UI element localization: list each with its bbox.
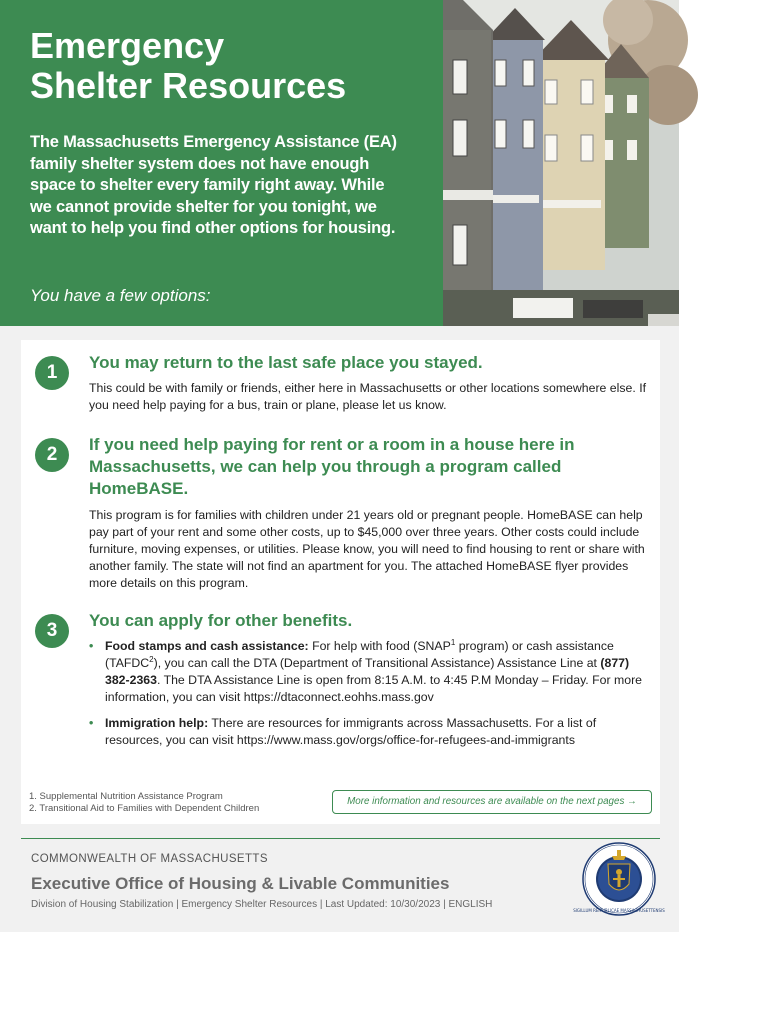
- page-title-line-1: Emergency: [30, 25, 225, 66]
- benefits-list: [89, 638, 649, 758]
- food-text-a: For help with food (SNAP: [308, 639, 451, 653]
- footnote-1: 1. Supplemental Nutrition Assistance Program: [29, 791, 223, 802]
- immigration-label: Immigration help:: [105, 716, 209, 730]
- options-lead: You have a few options:: [30, 286, 211, 305]
- footnote-2: 2. Transitional Aid to Families with Dependent Children: [29, 803, 260, 814]
- houses-photo: [443, 0, 679, 326]
- more-info-callout: More information and resources are available on the next pages →: [332, 790, 652, 814]
- footnotes: [29, 791, 259, 815]
- step-2-title: If you need help paying for rent or a room in a house here in Massachusetts, we can help you through a program called HomeBASE.: [89, 435, 575, 498]
- hero-banner: [0, 0, 679, 326]
- step-1-text: This could be with family or friends, either here in Massachusetts or other locations somewhere else. If you need help paying for a bus, train or plane, please let us know.: [89, 381, 647, 412]
- step-3-number: 3: [35, 614, 69, 648]
- step-3-title: You can apply for other benefits.: [89, 611, 353, 630]
- step-2-number: 2: [35, 438, 69, 472]
- seal-ring-text: SIGILLUM REIPUBLICAE MASSACHUSETTENSIS: [573, 908, 665, 913]
- commonwealth-label: COMMONWEALTH OF MASSACHUSETTS: [31, 853, 268, 865]
- dta-phone-number: (877) 382-2363: [105, 656, 630, 687]
- document-info-line: Division of Housing Stabilization | Emergency Shelter Resources | Last Updated: 10/30/2023 | ENGLISH: [31, 899, 493, 910]
- step-1-title: You may return to the last safe place you stayed.: [89, 353, 483, 372]
- food-stamps-label: Food stamps and cash assistance:: [105, 639, 309, 653]
- intro-paragraph: The Massachusetts Emergency Assistance (EA) family shelter system does not have enough space to shelter every family right away. While we cannot provide shelter for you tonight, we want to help you find other options for housing.: [30, 133, 397, 238]
- benefit-immigration: [89, 715, 649, 749]
- footnote-ref-2: 2: [149, 654, 154, 664]
- food-text-d: . The DTA Assistance Line is open from 8:15 A.M. to 4:45 P.M Monday – Friday. For more information, you can visit https://dtaconnect.eohhs.mass.gov: [105, 673, 643, 704]
- page-title-line-2: Shelter Resources: [30, 65, 347, 106]
- step-2-text: This program is for families with children under 21 years old or pregnant people. HomeBASE can help pay part of your rent and some other costs, up to $45,000 over three years. Other costs could include furniture, moving expenses, or utilities. Please know, you will need to find housing to rent or share with another family. The state will not find an apartment for you. The attached HomeBASE flyer provides more details on this program.: [89, 508, 645, 590]
- benefit-food-stamps: [89, 638, 649, 706]
- hero-green-panel: [0, 0, 443, 326]
- bullet-icon: •: [89, 639, 94, 653]
- options-card: [21, 340, 660, 824]
- step-1-number: 1: [35, 356, 69, 390]
- footer-divider: [21, 838, 660, 839]
- page-title: [30, 26, 430, 106]
- immigration-text: There are resources for immigrants across Massachusetts. For a list of resources, you can visit https://www.mass.gov/orgs/office-for-refugees-and-immigrants: [105, 716, 597, 747]
- bullet-icon: •: [89, 716, 94, 730]
- food-text-c: ), you can call the DTA (Department of Transitional Assistance) Assistance Line at: [153, 656, 601, 670]
- office-name: Executive Office of Housing & Livable Communities: [31, 874, 450, 893]
- footnote-ref-1: 1: [450, 637, 456, 647]
- food-text-b: program) or cash assistance (TAFDC: [105, 639, 614, 670]
- massachusetts-seal-icon: [573, 842, 665, 916]
